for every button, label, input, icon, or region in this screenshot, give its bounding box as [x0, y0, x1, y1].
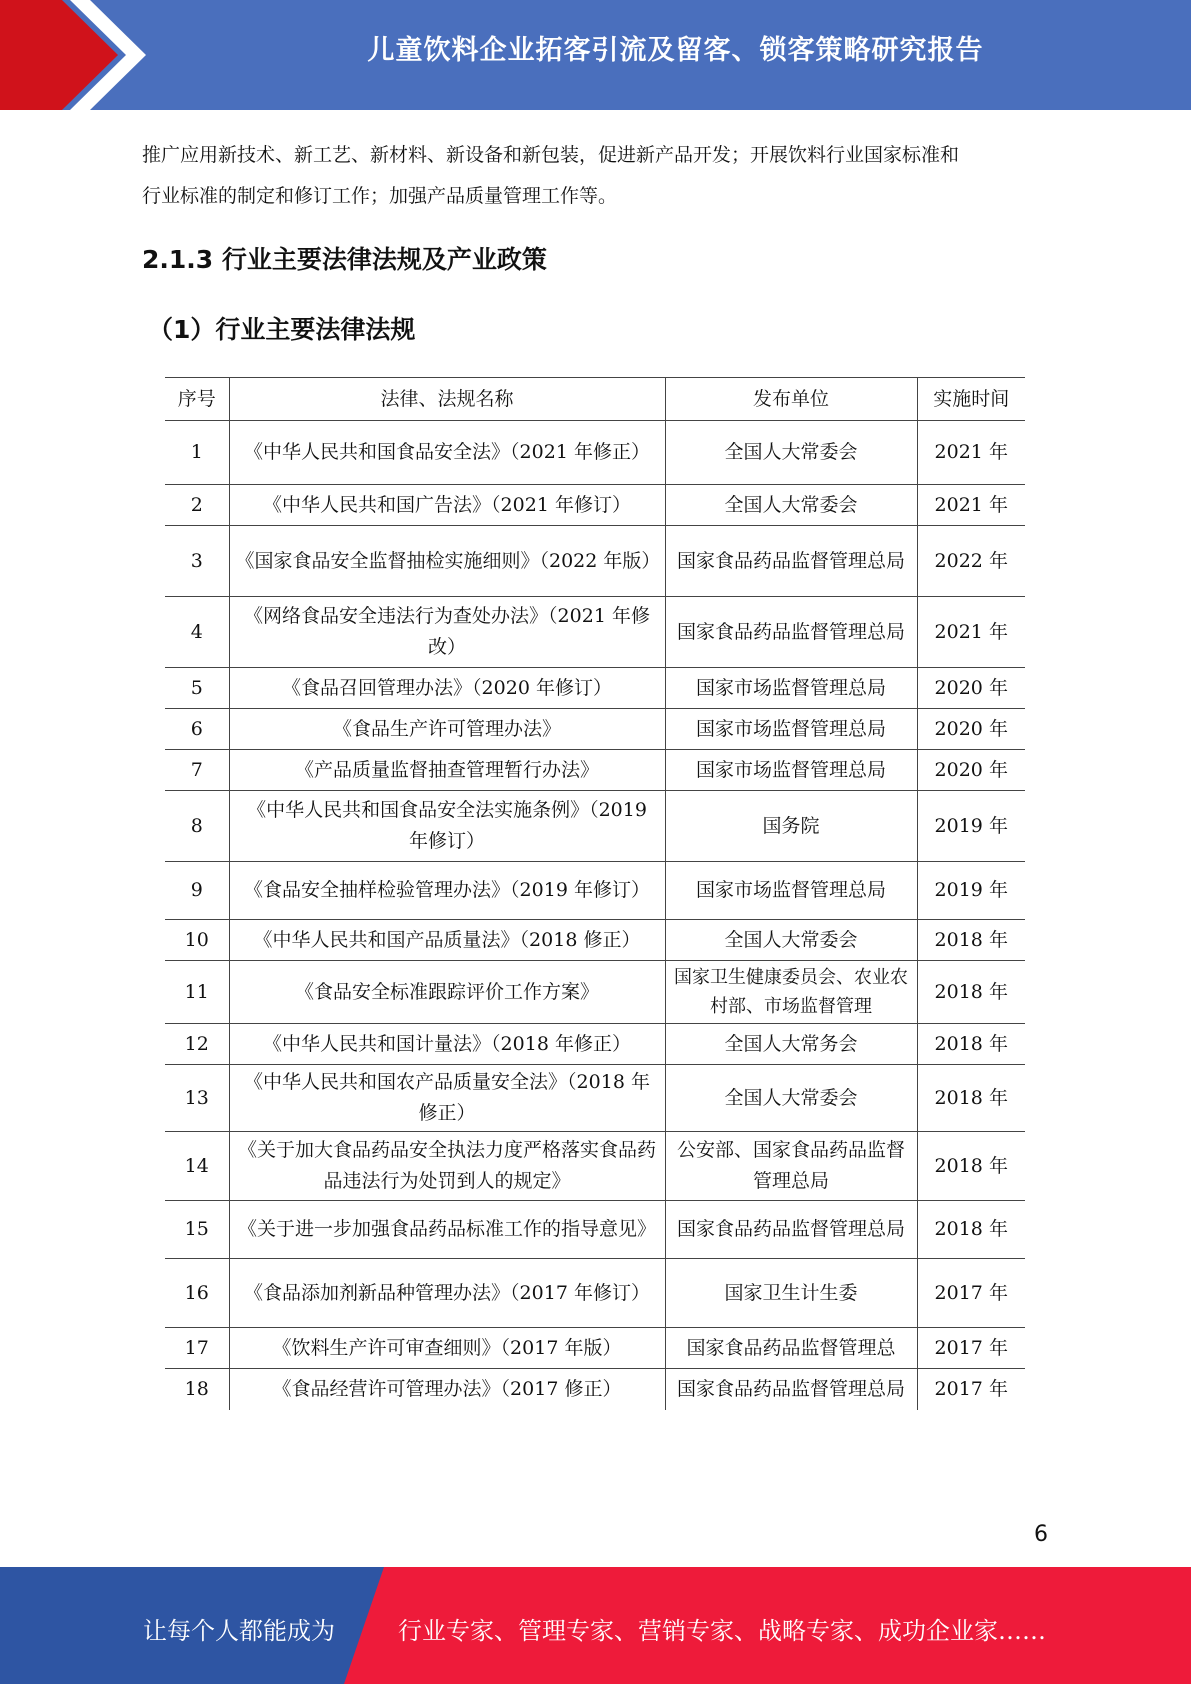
cell-issuer: 国家食品药品监督管理总局	[665, 1201, 917, 1259]
header-no: 序号	[165, 378, 229, 421]
footer-slogan-right: 行业专家、管理专家、营销专家、战略专家、成功企业家……	[398, 1617, 1046, 1645]
table-row	[165, 1024, 1025, 1065]
cell-no: 9	[165, 862, 229, 920]
cell-law-name: 《中华人民共和国食品安全法》（2021 年修正）	[229, 421, 665, 485]
cell-no: 18	[165, 1369, 229, 1410]
cell-no: 16	[165, 1259, 229, 1328]
cell-date: 2018 年	[917, 1065, 1025, 1132]
cell-date: 2019 年	[917, 791, 1025, 862]
cell-date: 2021 年	[917, 597, 1025, 668]
cell-law-name: 《国家食品安全监督抽检实施细则》（2022 年版）	[229, 526, 665, 597]
table-row	[165, 709, 1025, 750]
cell-no: 8	[165, 791, 229, 862]
cell-law-name: 《食品生产许可管理办法》	[229, 709, 665, 750]
cell-date: 2020 年	[917, 709, 1025, 750]
cell-law-name: 《产品质量监督抽查管理暂行办法》	[229, 750, 665, 791]
table-row	[165, 485, 1025, 526]
cell-issuer: 全国人大常委会	[665, 1065, 917, 1132]
cell-date: 2017 年	[917, 1369, 1025, 1410]
cell-law-name: 《食品安全抽样检验管理办法》（2019 年修订）	[229, 862, 665, 920]
intro-paragraph	[142, 135, 1062, 217]
cell-date: 2020 年	[917, 668, 1025, 709]
cell-issuer: 国家食品药品监督管理总局	[665, 597, 917, 668]
cell-law-name: 《关于进一步加强食品药品标准工作的指导意见》	[229, 1201, 665, 1259]
table-row	[165, 1201, 1025, 1259]
header-issuer: 发布单位	[665, 378, 917, 421]
cell-law-name: 《饮料生产许可审查细则》（2017 年版）	[229, 1328, 665, 1369]
table-row	[165, 1132, 1025, 1201]
cell-law-name: 《中华人民共和国广告法》（2021 年修订）	[229, 485, 665, 526]
cell-law-name: 《食品安全标准跟踪评价工作方案》	[229, 961, 665, 1024]
cell-issuer: 全国人大常务会	[665, 1024, 917, 1065]
cell-issuer: 国家卫生健康委员会、农业农村部、市场监督管理	[665, 961, 917, 1024]
cell-law-name: 《中华人民共和国农产品质量安全法》（2018 年修正）	[229, 1065, 665, 1132]
cell-no: 14	[165, 1132, 229, 1201]
cell-issuer: 国家市场监督管理总局	[665, 750, 917, 791]
cell-date: 2018 年	[917, 920, 1025, 961]
cell-law-name: 《中华人民共和国计量法》（2018 年修正）	[229, 1024, 665, 1065]
cell-date: 2020 年	[917, 750, 1025, 791]
header-law-name: 法律、法规名称	[229, 378, 665, 421]
cell-no: 6	[165, 709, 229, 750]
cell-issuer: 全国人大常委会	[665, 485, 917, 526]
cell-law-name: 《中华人民共和国食品安全法实施条例》（2019 年修订）	[229, 791, 665, 862]
header-arrow-decoration	[0, 0, 160, 110]
cell-date: 2022 年	[917, 526, 1025, 597]
cell-law-name: 《关于加大食品药品安全执法力度严格落实食品药品违法行为处罚到人的规定》	[229, 1132, 665, 1201]
table-row	[165, 750, 1025, 791]
cell-date: 2017 年	[917, 1328, 1025, 1369]
cell-date: 2018 年	[917, 961, 1025, 1024]
cell-issuer: 国家卫生计生委	[665, 1259, 917, 1328]
section-heading: 2.1.3 行业主要法律法规及产业政策	[142, 245, 547, 274]
header-effective-date: 实施时间	[917, 378, 1025, 421]
cell-law-name: 《食品添加剂新品种管理办法》（2017 年修订）	[229, 1259, 665, 1328]
cell-law-name: 《食品召回管理办法》（2020 年修订）	[229, 668, 665, 709]
page-footer	[0, 1567, 1191, 1684]
cell-issuer: 全国人大常委会	[665, 421, 917, 485]
cell-date: 2019 年	[917, 862, 1025, 920]
table-row	[165, 421, 1025, 485]
cell-date: 2018 年	[917, 1201, 1025, 1259]
cell-date: 2018 年	[917, 1132, 1025, 1201]
table-row	[165, 961, 1025, 1024]
subsection-heading: （1）行业主要法律法规	[148, 315, 416, 344]
intro-line-2: 行业标准的制定和修订工作；加强产品质量管理工作等。	[142, 185, 618, 207]
cell-issuer: 国家市场监督管理总局	[665, 862, 917, 920]
table-header-row	[165, 378, 1025, 421]
table-row	[165, 526, 1025, 597]
cell-date: 2017 年	[917, 1259, 1025, 1328]
cell-no: 2	[165, 485, 229, 526]
cell-issuer: 国家食品药品监督管理总局	[665, 526, 917, 597]
table-row	[165, 920, 1025, 961]
table-row	[165, 668, 1025, 709]
page-header	[0, 0, 1191, 110]
table-row	[165, 1259, 1025, 1328]
cell-date: 2021 年	[917, 421, 1025, 485]
cell-no: 13	[165, 1065, 229, 1132]
cell-no: 4	[165, 597, 229, 668]
cell-issuer: 公安部、国家食品药品监督管理总局	[665, 1132, 917, 1201]
cell-date: 2018 年	[917, 1024, 1025, 1065]
cell-issuer: 全国人大常委会	[665, 920, 917, 961]
cell-no: 7	[165, 750, 229, 791]
table-row	[165, 791, 1025, 862]
cell-no: 15	[165, 1201, 229, 1259]
footer-slogan-left: 让每个人都能成为	[143, 1617, 335, 1645]
cell-no: 5	[165, 668, 229, 709]
cell-law-name: 《中华人民共和国产品质量法》（2018 修正）	[229, 920, 665, 961]
cell-no: 3	[165, 526, 229, 597]
laws-table	[165, 377, 1025, 1410]
cell-law-name: 《食品经营许可管理办法》（2017 修正）	[229, 1369, 665, 1410]
cell-no: 11	[165, 961, 229, 1024]
table-row	[165, 597, 1025, 668]
cell-no: 10	[165, 920, 229, 961]
table-row	[165, 1065, 1025, 1132]
page-number: 6	[1034, 1522, 1048, 1547]
cell-issuer: 国家食品药品监督管理总	[665, 1328, 917, 1369]
cell-issuer: 国家市场监督管理总局	[665, 668, 917, 709]
cell-issuer: 国家食品药品监督管理总局	[665, 1369, 917, 1410]
cell-no: 12	[165, 1024, 229, 1065]
cell-law-name: 《网络食品安全违法行为查处办法》（2021 年修改）	[229, 597, 665, 668]
intro-line-1: 推广应用新技术、新工艺、新材料、新设备和新包装，促进新产品开发；开展饮料行业国家标准和	[142, 144, 960, 166]
table-row	[165, 1328, 1025, 1369]
cell-no: 1	[165, 421, 229, 485]
cell-issuer: 国务院	[665, 791, 917, 862]
cell-date: 2021 年	[917, 485, 1025, 526]
table-row	[165, 862, 1025, 920]
cell-issuer: 国家市场监督管理总局	[665, 709, 917, 750]
table-row	[165, 1369, 1025, 1410]
cell-no: 17	[165, 1328, 229, 1369]
report-title: 儿童饮料企业拓客引流及留客、锁客策略研究报告	[367, 35, 984, 66]
